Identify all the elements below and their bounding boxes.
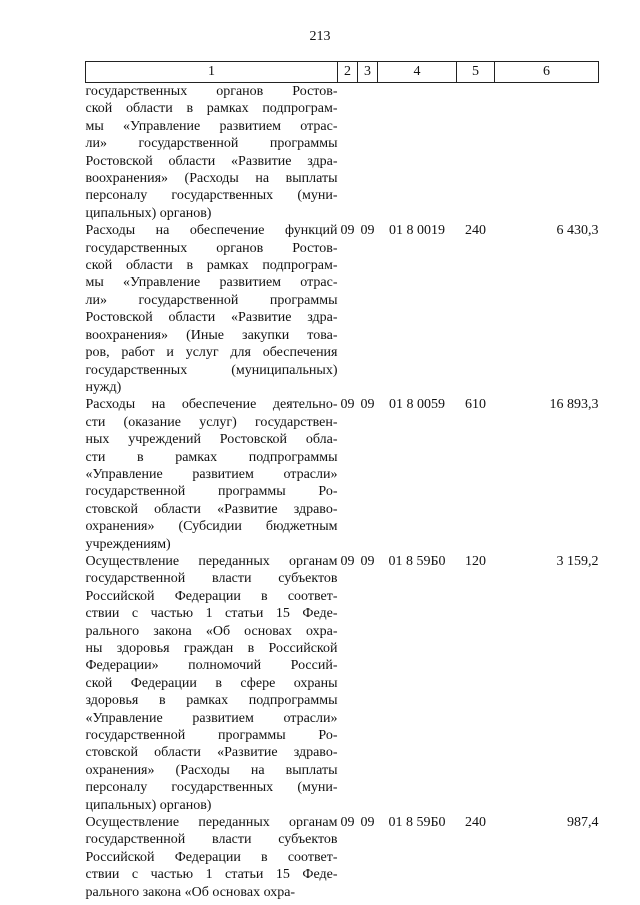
description-line: Расходы на обеспечение деятельно- (85, 397, 338, 413)
description-line: ствии с частью 1 статьи 15 Феде- (85, 867, 338, 883)
description-line: охранения» (Расходы на выплаты (85, 762, 338, 778)
table-body (86, 83, 599, 902)
description-line: мы «Управление развитием отрас- (85, 275, 338, 291)
expense-type-code: 240 (465, 223, 486, 239)
subsection-code: 09 (360, 553, 375, 569)
description-line: Российской Федерации в соответ- (85, 849, 338, 865)
description-line: Осуществление переданных органам (85, 553, 338, 569)
description-line: учреждениям) (85, 536, 171, 552)
expense-type-code (457, 83, 495, 223)
table-header-row (86, 62, 599, 83)
description-line: стовской области «Развитие здраво- (85, 501, 338, 517)
description-line: государственной программы Ро- (85, 728, 338, 744)
expense-type-code: 610 (465, 397, 486, 413)
description-line: государственных (муниципальных) (85, 362, 338, 378)
description-line: ципальных) органов) (85, 205, 212, 221)
description-line: персоналу государственных (муни- (85, 188, 338, 204)
description-line: «Управление развитием отрасли» (85, 466, 338, 482)
description-line: ципальных) органов) (85, 797, 212, 813)
description-line: воохранения» (Иные закупки това- (85, 327, 338, 343)
description-line: воохранения» (Расходы на выплаты (85, 171, 338, 187)
column-header-2: 2 (338, 62, 358, 83)
description-line: Российской Федерации в соответ- (85, 588, 338, 604)
section-code: 09 (340, 553, 355, 569)
target-article-code (378, 83, 457, 223)
row-description (86, 553, 338, 814)
column-header-4: 4 (378, 62, 457, 83)
description-line: «Управление развитием отрасли» (85, 710, 338, 726)
description-line: нужд) (85, 379, 122, 395)
subsection-code: 09 (360, 223, 375, 239)
description-line: охранения» (Субсидии бюджетным (85, 519, 338, 535)
description-line: ли» государственной программы (85, 292, 338, 308)
row-description (86, 222, 338, 396)
target-article-code: 01 8 0019 (389, 223, 445, 239)
description-line: ской области в рамках подпрограм- (85, 258, 338, 274)
description-line: сти в рамках подпрограммы (85, 449, 338, 465)
description-line: государственной программы Ро- (85, 484, 338, 500)
description-line: ров, работ и услуг для обеспечения (85, 345, 338, 361)
subsection-code: 09 (360, 815, 375, 831)
column-header-6: 6 (495, 62, 599, 83)
expense-type-code: 240 (465, 815, 486, 831)
description-line: ны здоровья граждан в Российской (85, 641, 338, 656)
amount: 16 893,3 (549, 397, 599, 413)
description-line: Федерации» полномочий Россий- (85, 658, 338, 674)
description-line: ской Федерации в сфере охраны (85, 675, 338, 691)
section-code (338, 83, 358, 223)
table-row (86, 222, 599, 396)
expense-type-code: 120 (465, 553, 486, 569)
table-row (86, 83, 599, 223)
row-description (86, 396, 338, 553)
description-line: сти (оказание услуг) государствен- (85, 414, 338, 430)
column-header-1: 1 (86, 62, 338, 83)
amount (495, 83, 599, 223)
description-line: государственных органов Ростов- (85, 84, 338, 99)
row-description (86, 83, 338, 223)
target-article-code: 01 8 59Б0 (388, 553, 446, 569)
amount: 987,4 (567, 815, 599, 831)
description-line: ствии с частью 1 статьи 15 Феде- (85, 606, 338, 622)
column-header-5: 5 (457, 62, 495, 83)
section-code: 09 (340, 223, 355, 239)
section-code: 09 (340, 397, 355, 413)
column-header-3: 3 (358, 62, 378, 83)
target-article-code: 01 8 59Б0 (388, 815, 446, 831)
description-line: государственной власти субъектов (85, 832, 338, 848)
subsection-code (358, 83, 378, 223)
description-line: рального закона «Об основах охра- (85, 623, 338, 639)
table-row (86, 814, 599, 901)
amount: 3 159,2 (556, 553, 599, 569)
description-line: ской области в рамках подпрограм- (85, 101, 338, 117)
description-line: мы «Управление развитием отрас- (85, 118, 338, 134)
table-row (86, 553, 599, 814)
amount: 6 430,3 (556, 223, 599, 239)
description-line: персоналу государственных (муни- (85, 780, 338, 796)
description-line: стовской области «Развитие здраво- (85, 745, 338, 761)
section-code: 09 (340, 815, 355, 831)
description-line: государственных органов Ростов- (85, 240, 338, 256)
description-line: рального закона «Об основах охра- (85, 884, 296, 900)
description-line: государственной власти субъектов (85, 571, 338, 587)
table-row (86, 396, 599, 553)
description-line: Расходы на обеспечение функций (85, 223, 338, 239)
description-line: Осуществление переданных органам (85, 815, 338, 831)
description-line: ли» государственной программы (85, 136, 338, 152)
subsection-code: 09 (360, 397, 375, 413)
description-line: здоровья в рамках подпрограммы (85, 693, 338, 709)
budget-table (85, 61, 599, 901)
description-line: Ростовской области «Развитие здра- (85, 310, 338, 326)
page-number: 213 (309, 29, 331, 44)
description-line: Ростовской области «Развитие здра- (85, 153, 338, 169)
target-article-code: 01 8 0059 (389, 397, 445, 413)
row-description (86, 814, 338, 901)
description-line: ных учреждений Ростовской обла- (85, 432, 338, 448)
